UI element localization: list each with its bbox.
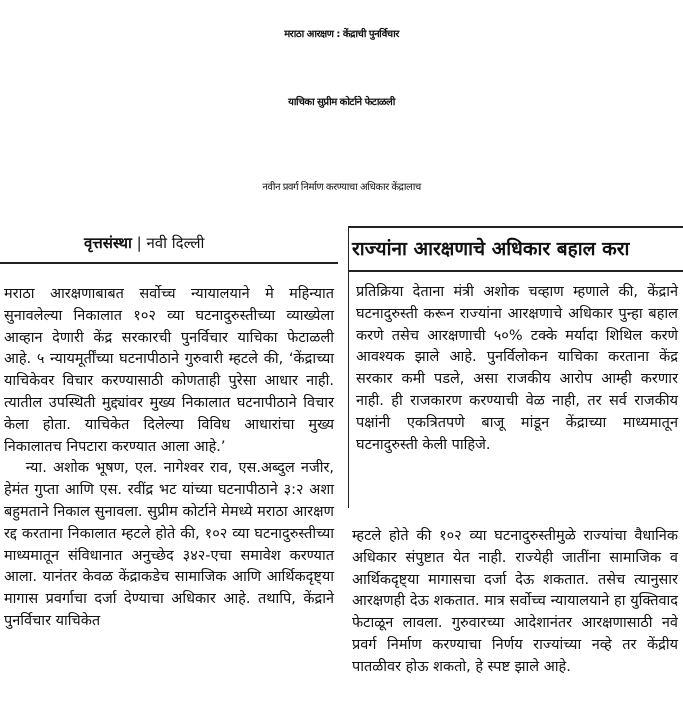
byline-agency: वृत्तसंस्था [84,234,132,252]
left-paragraph-1: मराठा आरक्षणाबाबत सर्वोच्च न्यायालयाने मे महिन्यात सुनावलेल्या निकालात १०२ व्या घटनादुरुस्तीच्या व्याख्येला आव्हान देणारी केंद्र सरकारची पुनर्विचार याचिका फेटाळली आहे. ५ न्यायमूर्तींच्या घटनापीठाने गुरुवारी म्हटले की, ‘केंद्राच्या याचिकेवर विचार करण्यासाठी कोणताही पुरेसा आधार नाही. त्यातील उपस्थिती मुद्द्यांवर मुख्य निकालात घटनापीठाने विचार केला होता. याचिकेत दिलेल्या विविध आधारांचा मुख्य निकालातच निपटारा करण्यात आला आहे.’ [4,286,334,455]
headline-line-2: याचिका सुप्रीम कोर्टाने फेटाळली [288,97,395,108]
byline-place: नवी दिल्ली [146,234,205,252]
byline-separator: | [131,234,147,252]
subheadline: नवीन प्रवर्ग निर्माण करण्याचा अधिकार केंद्रालाच [262,182,421,193]
sidebar-body [356,282,678,456]
left-column-rule [0,262,338,264]
right-paragraph-1: म्हटले होते की १०२ व्या घटनादुरुस्तीमुळे राज्यांचा वैधानिक अधिकार संपुष्टात येत नाही. राज्येही जातींना सामाजिक व आर्थिकदृष्ट्या मागासचा दर्जा देऊ शकतात. तसेच त्यानुसार आरक्षणही देऊ शकतात. मात्र सर्वोच्च न्यायालयाने हा युक्तिवाद फेटाळून लावला. गुरुवारच्या आदेशानंतर आरक्षणासाठी नवे प्रवर्ग निर्माण करण्याचा निर्णय राज्यांच्या नव्हे तर केंद्रीय पातळीवर होऊ शकतो, हे स्पष्ट झाले आहे. [352,528,678,675]
left-column [4,284,334,633]
byline [84,234,204,252]
sidebar-paragraph: प्रतिक्रिया देताना मंत्री अशोक चव्हाण म्हणाले की, केंद्राने घटनादुरुस्ती करून राज्यांना आरक्षणाचे अधिकार पुन्हा बहाल करणे तसेच आरक्षणाची ५०% टक्के मर्यादा शिथिल करणे आवश्यक झाले आहे. पुनर्विलोकन याचिका करताना केंद्र सरकार कमी पडले, असा राजकीय आरोप आम्ही करणार नाही. ही राजकारण करण्याची वेळ नाही, तर सर्व राजकीय पक्षांनी एकत्रितपणे बाजू मांडून केंद्राच्या माध्यमातून घटनादुरुस्ती केली पाहिजे. [356,284,678,453]
left-paragraph-2: न्या. अशोक भूषण, एल. नागेश्वर राव, एस.अब्दुल नजीर, हेमंत गुप्ता आणि एस. रवींद्र भट यांच्या घटनापीठाने ३:२ अशा बहुमताने निकाल सुनावला. सुप्रीम कोर्टाने मेमध्ये मराठा आरक्षण रद्द करताना निकालात म्हटले होते की, १०२ व्या घटनादुरुस्तीच्या माध्यमातून संविधानात अनुच्छेद ३४२-एचा समावेश करण्यात आला. यानंतर केवळ केंद्राकडेच सामाजिक आणि आर्थिकदृष्ट्या मागास प्रवर्गाचा दर्जा देण्याचा अधिकार आहे. तथापि, केंद्राने पुनर्विचार याचिकेत [4,460,334,629]
sidebar-title: राज्यांना आरक्षणाचे अधिकार बहाल करा [352,238,630,260]
sidebar-title-rule [348,270,683,272]
right-column [352,526,678,679]
headline-line-1: मराठा आरक्षण : केंद्राची पुनर्विचार [284,29,399,40]
